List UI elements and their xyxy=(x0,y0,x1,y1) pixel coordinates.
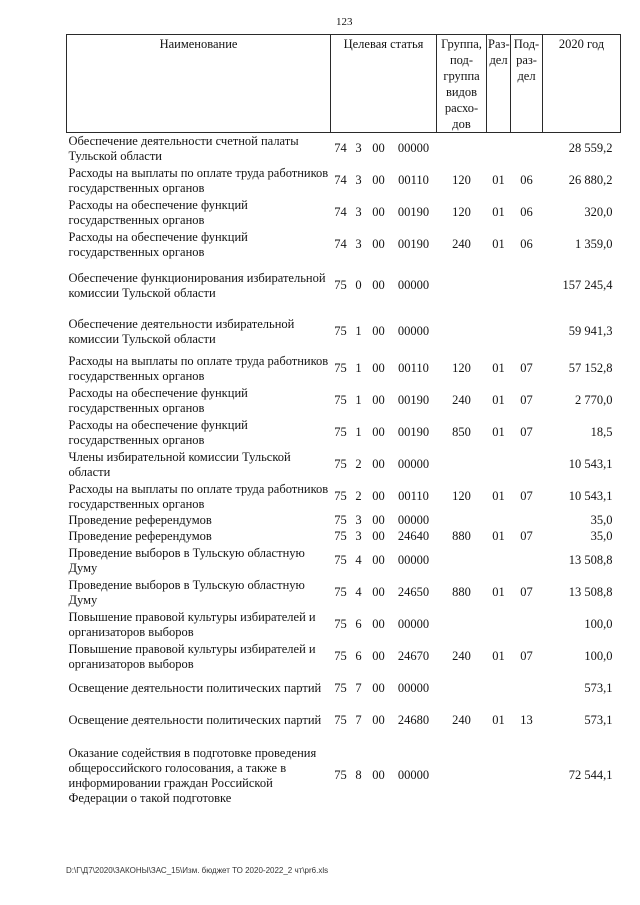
row-name: Проведение выборов в Тульскую областную Думу xyxy=(68,577,305,607)
amount-2020: 2 770,0 xyxy=(575,393,613,407)
section-code xyxy=(487,261,511,311)
subsection-code xyxy=(511,261,543,311)
target-part-3: 00 xyxy=(372,553,385,567)
section-code: 01 xyxy=(492,585,505,599)
amount-2020: 13 508,8 xyxy=(568,553,613,567)
target-part-4: 00000 xyxy=(397,457,430,471)
subsection-code: 06 xyxy=(520,237,533,251)
row-name: Члены избирательной комиссии Тульской области xyxy=(68,449,291,479)
target-part-3: 00 xyxy=(372,713,385,727)
amount-2020: 320,0 xyxy=(584,205,613,219)
target-part-2: 6 xyxy=(355,617,362,631)
target-part-4: 24670 xyxy=(397,649,430,663)
target-part-1: 75 xyxy=(334,529,347,543)
target-part-1: 75 xyxy=(334,768,347,782)
subsection-code: 07 xyxy=(520,529,533,543)
row-name: Проведение референдумов xyxy=(68,513,212,527)
target-part-3: 00 xyxy=(372,205,385,219)
subsection-code: 07 xyxy=(520,361,533,375)
subsection-code xyxy=(511,673,543,705)
target-part-1: 75 xyxy=(334,649,347,663)
target-part-4: 24680 xyxy=(397,713,430,727)
section-code xyxy=(487,545,511,577)
row-name: Расходы на обеспечение функций государственных органов xyxy=(68,229,248,259)
amount-2020: 18,5 xyxy=(590,425,613,439)
target-part-1: 75 xyxy=(334,393,347,407)
amount-2020: 35,0 xyxy=(590,513,613,527)
subsection-code xyxy=(511,545,543,577)
target-part-2: 1 xyxy=(355,361,362,375)
target-part-4: 00190 xyxy=(397,205,430,219)
subsection-code: 13 xyxy=(520,713,533,727)
row-name: Проведение выборов в Тульскую областную Думу xyxy=(68,545,305,575)
amount-2020: 10 543,1 xyxy=(568,457,613,471)
target-part-4: 00000 xyxy=(397,513,430,527)
target-part-4: 00190 xyxy=(397,425,430,439)
section-code: 01 xyxy=(492,713,505,727)
table-row xyxy=(67,133,621,165)
target-part-3: 00 xyxy=(372,617,385,631)
expense-group-code: 880 xyxy=(452,529,471,543)
table-row xyxy=(67,545,621,577)
table-header-row xyxy=(67,35,621,133)
target-part-3: 00 xyxy=(372,529,385,543)
amount-2020: 57 152,8 xyxy=(568,361,613,375)
table-row xyxy=(67,261,621,311)
table-row xyxy=(67,481,621,513)
target-part-3: 00 xyxy=(372,649,385,663)
target-part-4: 00110 xyxy=(398,489,429,503)
section-code: 01 xyxy=(492,237,505,251)
target-part-1: 75 xyxy=(334,278,347,292)
expense-group-code: 240 xyxy=(452,649,471,663)
expense-group-code xyxy=(437,545,487,577)
target-part-2: 2 xyxy=(355,457,362,471)
budget-table xyxy=(66,34,621,815)
target-part-1: 75 xyxy=(334,361,347,375)
row-name: Расходы на выплаты по оплате труда работников государственных органов xyxy=(68,481,329,511)
row-name: Расходы на выплаты по оплате труда работников государственных органов xyxy=(68,165,329,195)
expense-group-code xyxy=(437,311,487,353)
expense-group-code: 880 xyxy=(452,585,471,599)
expense-group-code: 850 xyxy=(452,425,471,439)
section-code xyxy=(487,311,511,353)
section-code: 01 xyxy=(492,205,505,219)
table-row xyxy=(67,577,621,609)
subsection-code: 07 xyxy=(520,425,533,439)
table-row xyxy=(67,529,621,545)
table-row xyxy=(67,165,621,197)
header-year-2020: 2020 год xyxy=(543,35,621,133)
expense-group-code xyxy=(437,133,487,165)
row-name: Освещение деятельности политических партий xyxy=(68,713,322,727)
expense-group-code xyxy=(437,673,487,705)
subsection-code xyxy=(511,133,543,165)
target-part-1: 75 xyxy=(334,585,347,599)
target-part-2: 3 xyxy=(355,173,362,187)
amount-2020: 35,0 xyxy=(590,529,613,543)
table-row xyxy=(67,609,621,641)
target-part-2: 3 xyxy=(355,513,362,527)
amount-2020: 28 559,2 xyxy=(568,141,613,156)
subsection-code xyxy=(511,609,543,641)
target-part-4: 00000 xyxy=(397,278,430,292)
target-part-1: 74 xyxy=(334,237,347,251)
target-part-2: 3 xyxy=(355,529,362,543)
target-part-4: 00000 xyxy=(397,141,430,156)
target-part-2: 2 xyxy=(355,489,362,503)
target-part-3: 00 xyxy=(372,237,385,251)
target-part-4: 00110 xyxy=(398,361,429,375)
page-number: 123 xyxy=(336,16,353,28)
row-name: Обеспечение деятельности избирательной комиссии Тульской области xyxy=(68,316,295,346)
target-part-3: 00 xyxy=(372,324,385,338)
target-part-3: 00 xyxy=(372,489,385,503)
target-part-3: 00 xyxy=(372,393,385,407)
target-part-1: 75 xyxy=(334,513,347,527)
target-part-1: 75 xyxy=(334,681,347,695)
subsection-code: 07 xyxy=(520,585,533,599)
target-part-4: 00190 xyxy=(397,237,430,251)
subsection-code: 06 xyxy=(520,173,533,187)
amount-2020: 100,0 xyxy=(584,617,613,631)
target-part-3: 00 xyxy=(372,278,385,292)
target-part-1: 74 xyxy=(334,205,347,219)
target-part-4: 00000 xyxy=(397,617,430,631)
target-part-3: 00 xyxy=(372,361,385,375)
target-part-2: 0 xyxy=(355,278,362,292)
table-row xyxy=(67,417,621,449)
target-part-2: 1 xyxy=(355,393,362,407)
header-section: Раз-дел xyxy=(487,35,511,133)
expense-group-code xyxy=(437,449,487,481)
table-row xyxy=(67,641,621,673)
target-part-4: 24650 xyxy=(397,585,430,599)
section-code: 01 xyxy=(492,361,505,375)
target-part-2: 8 xyxy=(355,768,362,782)
header-target-article: Целевая статья xyxy=(331,35,437,133)
row-name: Расходы на обеспечение функций государственных органов xyxy=(68,385,248,415)
subsection-code: 07 xyxy=(520,489,533,503)
target-part-3: 00 xyxy=(372,141,385,156)
expense-group-code xyxy=(437,737,487,815)
target-part-2: 4 xyxy=(355,585,362,599)
subsection-code xyxy=(511,737,543,815)
amount-2020: 26 880,2 xyxy=(568,173,613,187)
section-code: 01 xyxy=(492,649,505,663)
target-part-1: 75 xyxy=(334,457,347,471)
expense-group-code: 240 xyxy=(452,713,471,727)
subsection-code xyxy=(511,513,543,529)
target-part-4: 24640 xyxy=(397,529,430,543)
row-name: Оказание содействия в подготовке проведения общероссийского голосования, а также в информировании граждан Российской Федерации о такой подготовке xyxy=(68,745,317,805)
target-part-3: 00 xyxy=(372,768,385,782)
expense-group-code: 240 xyxy=(452,237,471,251)
row-name: Проведение референдумов xyxy=(68,529,212,543)
target-part-2: 7 xyxy=(355,713,362,727)
file-path-footer: D:\Г\Д7\2020\ЗАКОНЫ\ЗАС_15\Изм. бюджет ТО 2020-2022_2 чт\pr6.xls xyxy=(66,866,329,875)
amount-2020: 157 245,4 xyxy=(562,278,613,292)
target-part-2: 6 xyxy=(355,649,362,663)
target-part-4: 00000 xyxy=(397,768,430,782)
target-part-2: 3 xyxy=(355,237,362,251)
expense-group-code: 120 xyxy=(452,489,471,503)
expense-group-code: 120 xyxy=(452,205,471,219)
target-part-3: 00 xyxy=(372,585,385,599)
target-part-2: 3 xyxy=(355,141,362,156)
row-name: Освещение деятельности политических партий xyxy=(68,681,322,695)
section-code xyxy=(487,609,511,641)
expense-group-code xyxy=(437,513,487,529)
amount-2020: 573,1 xyxy=(584,681,613,695)
target-part-3: 00 xyxy=(372,681,385,695)
section-code xyxy=(487,449,511,481)
target-part-2: 1 xyxy=(355,425,362,439)
table-row xyxy=(67,311,621,353)
expense-group-code xyxy=(437,261,487,311)
table-row xyxy=(67,513,621,529)
section-code: 01 xyxy=(492,393,505,407)
section-code xyxy=(487,513,511,529)
row-name: Обеспечение деятельности счетной палаты Тульской области xyxy=(68,133,299,163)
table-row xyxy=(67,737,621,815)
header-name: Наименование xyxy=(67,35,331,133)
section-code: 01 xyxy=(492,489,505,503)
target-part-2: 1 xyxy=(355,324,362,338)
section-code: 01 xyxy=(492,173,505,187)
target-part-3: 00 xyxy=(372,457,385,471)
amount-2020: 10 543,1 xyxy=(568,489,613,503)
subsection-code: 06 xyxy=(520,205,533,219)
target-part-4: 00190 xyxy=(397,393,430,407)
target-part-1: 75 xyxy=(334,425,347,439)
amount-2020: 59 941,3 xyxy=(568,324,613,338)
target-part-3: 00 xyxy=(372,425,385,439)
section-code: 01 xyxy=(492,425,505,439)
row-name: Расходы на выплаты по оплате труда работников государственных органов xyxy=(68,353,329,383)
table-row xyxy=(67,197,621,229)
header-expense-group: Группа, под-группа видов расхо-дов xyxy=(437,35,487,133)
table-row xyxy=(67,705,621,737)
header-subsection: Под-раз-дел xyxy=(511,35,543,133)
target-part-2: 7 xyxy=(355,681,362,695)
subsection-code xyxy=(511,449,543,481)
expense-group-code: 120 xyxy=(452,361,471,375)
subsection-code: 07 xyxy=(520,649,533,663)
row-name: Расходы на обеспечение функций государственных органов xyxy=(68,197,248,227)
table-row xyxy=(67,449,621,481)
section-code: 01 xyxy=(492,529,505,543)
subsection-code: 07 xyxy=(520,393,533,407)
target-part-1: 75 xyxy=(334,553,347,567)
table-row xyxy=(67,385,621,417)
amount-2020: 13 508,8 xyxy=(568,585,613,599)
target-part-3: 00 xyxy=(372,513,385,527)
target-part-1: 74 xyxy=(334,141,347,156)
row-name: Обеспечение функционирования избирательной комиссии Тульской области xyxy=(68,270,326,300)
section-code xyxy=(487,737,511,815)
table-row xyxy=(67,229,621,261)
target-part-4: 00000 xyxy=(397,324,430,338)
expense-group-code: 240 xyxy=(452,393,471,407)
table-row xyxy=(67,353,621,385)
row-name: Повышение правовой культуры избирателей и организаторов выборов xyxy=(68,609,316,639)
target-part-4: 00000 xyxy=(397,681,430,695)
row-name: Повышение правовой культуры избирателей и организаторов выборов xyxy=(68,641,316,671)
target-part-1: 75 xyxy=(334,617,347,631)
target-part-1: 74 xyxy=(334,173,347,187)
row-name: Расходы на обеспечение функций государственных органов xyxy=(68,417,248,447)
amount-2020: 100,0 xyxy=(584,649,613,663)
target-part-4: 00000 xyxy=(397,553,430,567)
expense-group-code xyxy=(437,609,487,641)
target-part-2: 3 xyxy=(355,205,362,219)
target-part-2: 4 xyxy=(355,553,362,567)
amount-2020: 573,1 xyxy=(584,713,613,727)
amount-2020: 1 359,0 xyxy=(575,237,613,251)
target-part-1: 75 xyxy=(334,489,347,503)
amount-2020: 72 544,1 xyxy=(568,768,613,782)
target-part-1: 75 xyxy=(334,713,347,727)
target-part-1: 75 xyxy=(334,324,347,338)
target-part-4: 00110 xyxy=(398,173,429,187)
target-part-3: 00 xyxy=(372,173,385,187)
section-code xyxy=(487,673,511,705)
table-row xyxy=(67,673,621,705)
subsection-code xyxy=(511,311,543,353)
expense-group-code: 120 xyxy=(452,173,471,187)
section-code xyxy=(487,133,511,165)
